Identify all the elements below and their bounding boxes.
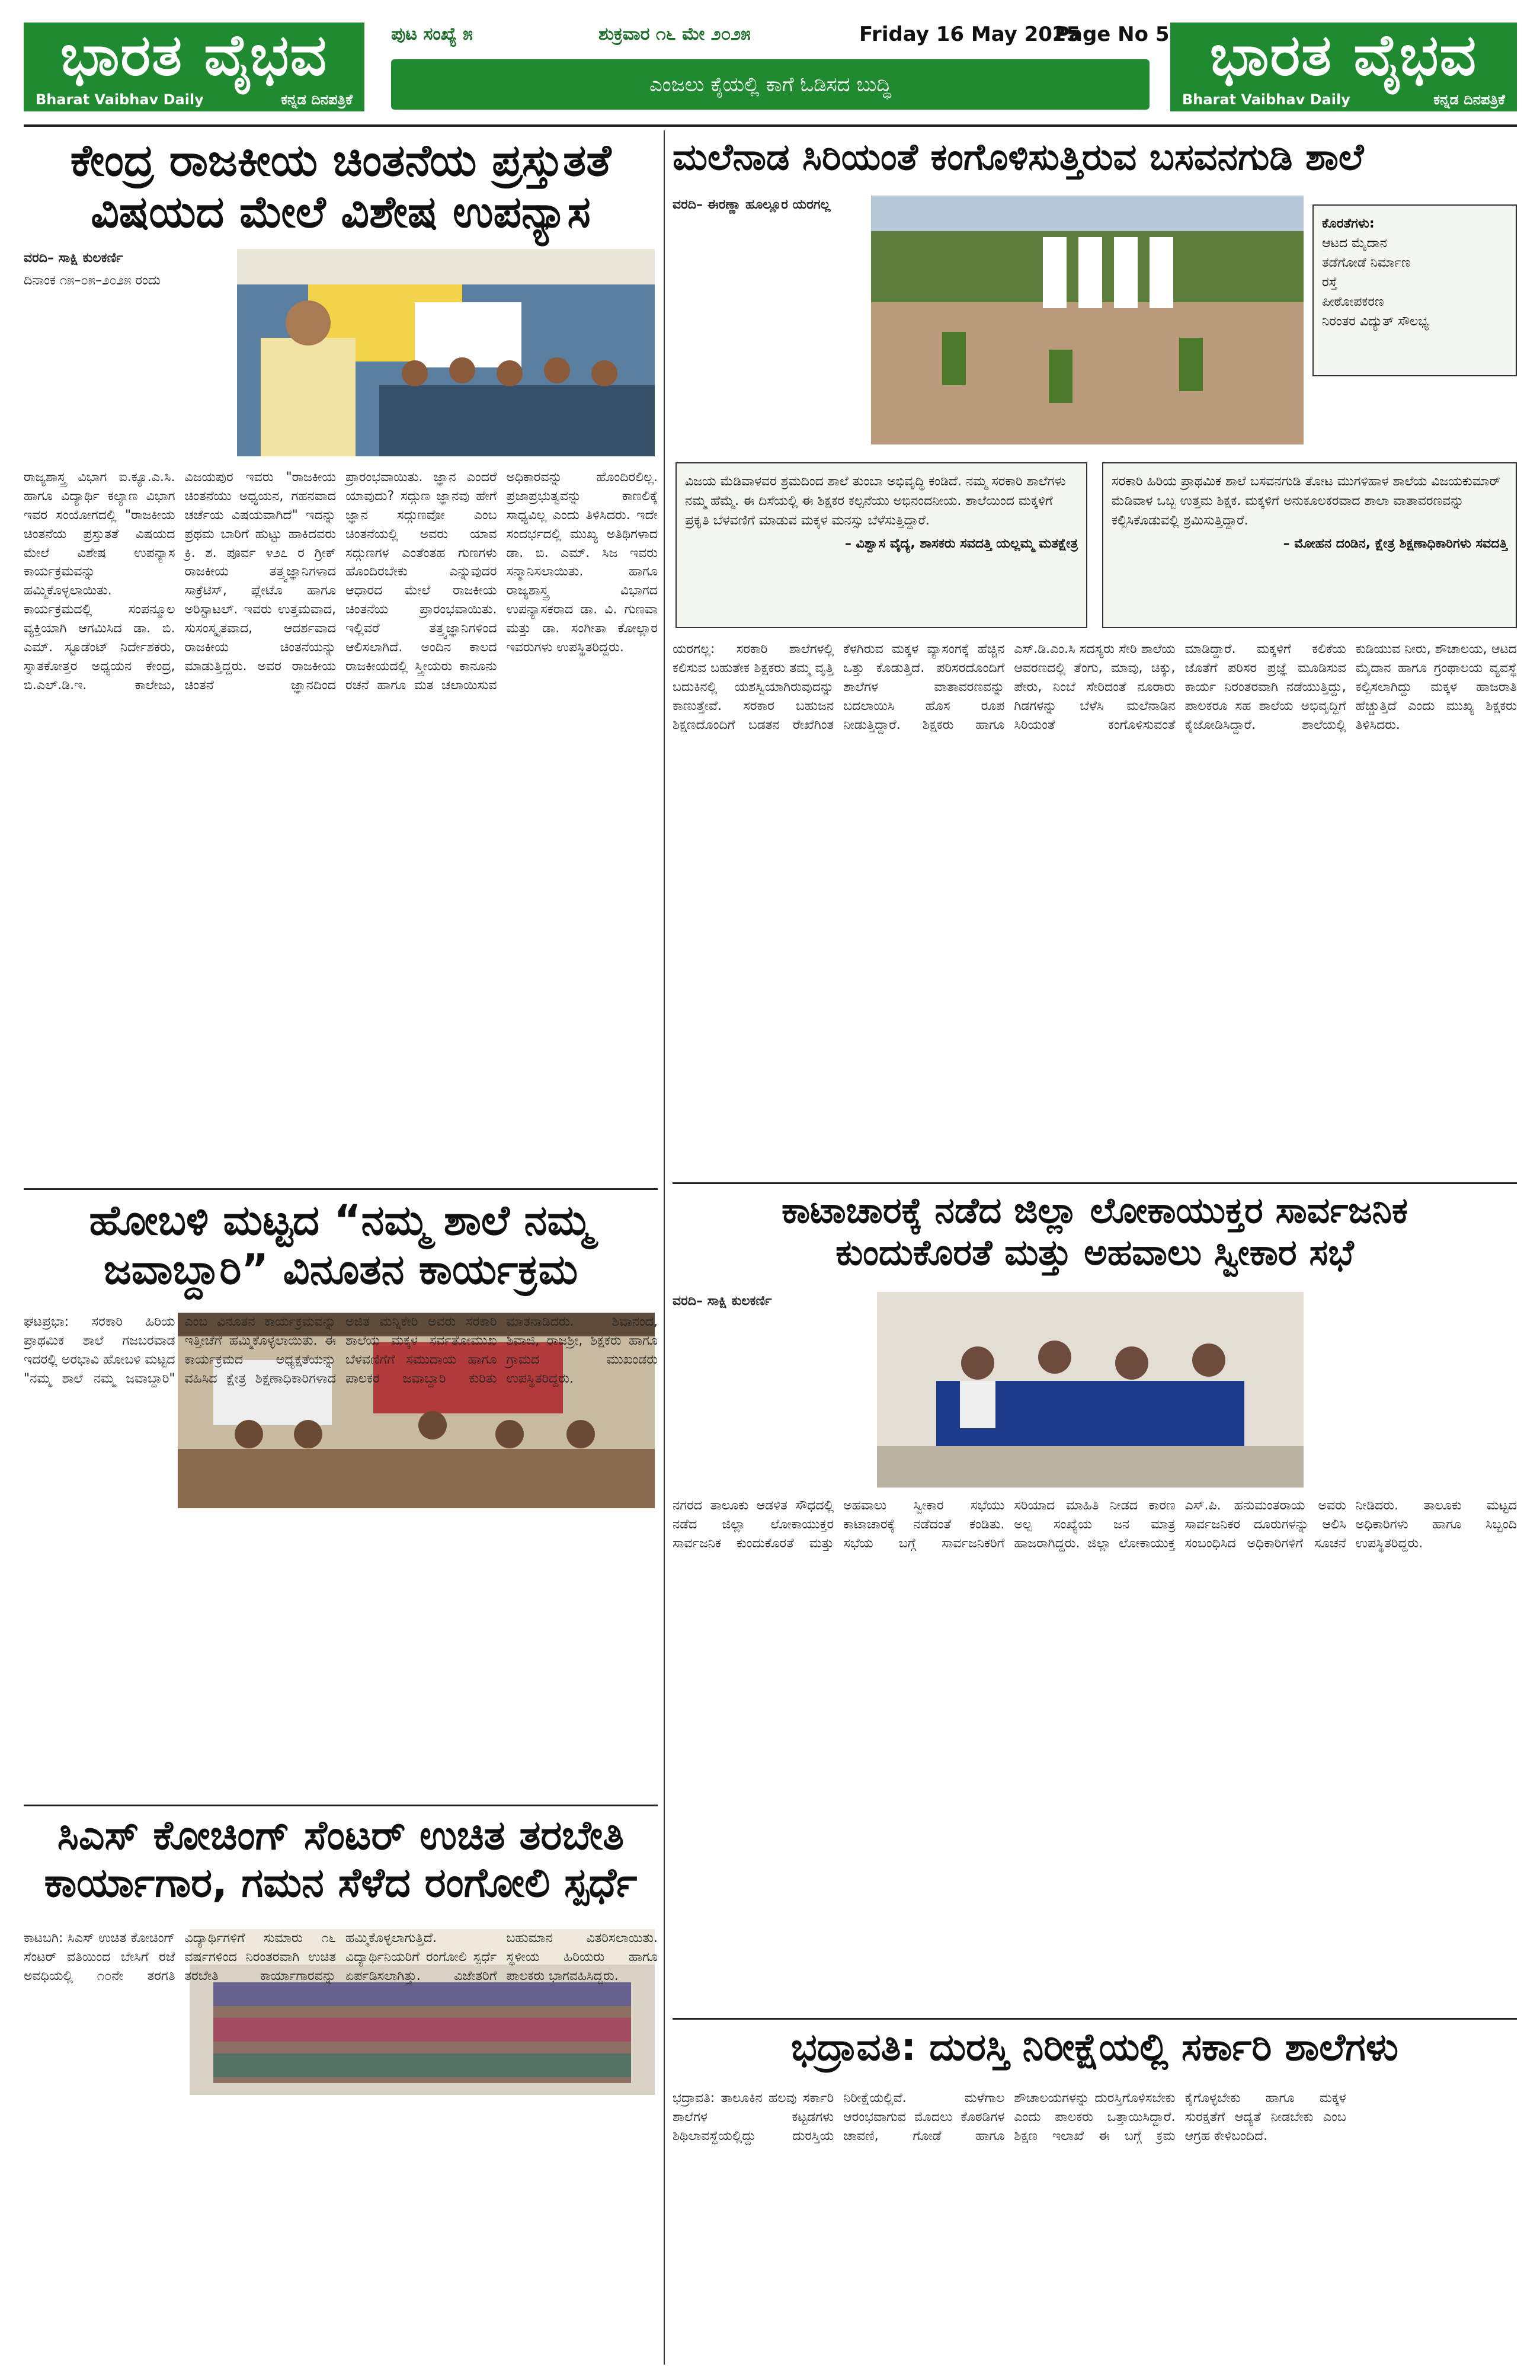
masthead-logo-text-right: ಭಾರತ ವೈಭವ [1209,22,1478,88]
article6-body: ಭದ್ರಾವತಿ: ತಾಲೂಕಿನ ಹಲವು ಸರ್ಕಾರಿ ಶಾಲೆಗಳ ಕಟ್ಟಡಗಳು ಶಿಥಿಲಾವಸ್ಥೆಯಲ್ಲಿದ್ದು ದುರಸ್ತಿಯ ನಿರೀಕ್ಷೆಯಲ್ಲಿವೆ. ಮಳೆಗಾಲ ಆರಂಭವಾಗುವ ಮೊದಲು ಕೊಠಡಿಗಳ ಚಾವಣಿ, ಗೋಡೆ ಹಾಗೂ ಶೌಚಾಲಯಗಳನ್ನು ದುರಸ್ತಿಗೊಳಿಸಬೇಕು ಎಂದು ಪಾಲಕರು ಒತ್ತಾಯಿಸಿದ್ದಾರೆ. ಶಿಕ್ಷಣ ಇಲಾಖೆ ಈ ಬಗ್ಗೆ ಕ್ರಮ ಕೈಗೊಳ್ಳಬೇಕು ಹಾಗೂ ಮಕ್ಕಳ ಸುರಕ್ಷತೆಗೆ ಆದ್ಯತೆ ನೀಡಬೇಕು ಎಂಬ ಆಗ್ರಹ ಕೇಳಿಬಂದಿದೆ. [673,2091,1346,2144]
masthead-logo-text: ಭಾರತ ವೈಭವ [60,22,328,88]
article4-headline-line2: ಕುಂದುಕೊರತೆ ಮತ್ತು ಅಹವಾಲು ಸ್ವೀಕಾರ ಸಭೆ [835,1231,1354,1274]
article5-headline-line1: ಸಿಎಸ್ ಕೋಚಿಂಗ್ ಸೆಂಟರ್ ಉಚಿತ ತರಬೇತಿ [57,1812,625,1859]
article3-headline-line1: ಹೋಬಳಿ ಮಟ್ಟದ “ನಮ್ಮ ಶಾಲೆ ನಮ್ಮ [89,1196,593,1245]
date-en: Friday 16 May 2025 [859,23,1081,46]
article4-photo-graphic [877,1292,1304,1488]
article3-rule [24,1188,658,1190]
article3-headline [24,1196,658,1294]
article2-photo-graphic [871,196,1304,444]
column-divider [664,130,665,2365]
masthead-sub-en-right: Bharat Vaibhav Daily [1182,91,1350,108]
article2-photo [871,196,1304,444]
article2-headline: ಮಲೆನಾಡ ಸಿರಿಯಂತೆ ಕಂಗೊಳಿಸುತ್ತಿರುವ ಬಸವನಗುಡಿ ಶಾಲೆ [673,135,1364,178]
article5-headline-line2: ಕಾರ್ಯಾಗಾರ, ಗಮನ ಸೆಳೆದ ರಂಗೋಲಿ ಸ್ಪರ್ಧೆ [44,1860,638,1907]
article2-byline: ವರದಿ– ಈರಣ್ಣಾ ಹೂಲ್ಲೂರ ಯರಗಲ್ಲ [673,197,831,212]
article1-body: ರಾಜ್ಯಶಾಸ್ತ್ರ ವಿಭಾಗ ಐ.ಕ್ಯೂ.ಎ.ಸಿ. ಹಾಗೂ ವಿದ್ಯಾರ್ಥಿ ಕಲ್ಯಾಣ ವಿಭಾಗ ಇವರ ಸಂಯೋಗದಲ್ಲಿ "ರಾಜಕೀಯ ಚಿಂತನೆಯ ಪ್ರಸ್ತುತತೆ ವಿಷಯದ ಮೇಲೆ ವಿಶೇಷ ಉಪನ್ಯಾಸ ಕಾರ್ಯಕ್ರಮವನ್ನು ಹಮ್ಮಿಕೊಳ್ಳಲಾಯಿತು. ಕಾರ್ಯಕ್ರಮದಲ್ಲಿ ಸಂಪನ್ಮೂಲ ವ್ಯಕ್ತಿಯಾಗಿ ಆಗಮಿಸಿದ ಡಾ. ಬಿ. ಎಮ್. ಸ್ಟೂಡೆಂಟ್ ನಿರ್ದೇಶಕರು, ಸ್ನಾತಕೋತ್ತರ ಅಧ್ಯಯನ ಕೇಂದ್ರ, ಬಿ.ಎಲ್.ಡಿ.ಇ. ಕಾಲೇಜು, ವಿಜಯಪುರ ಇವರು "ರಾಜಕೀಯ ಚಿಂತನೆಯು ಅಧ್ಯಯನ, ಗಹನವಾದ ಚರ್ಚೆಯ ವಿಷಯವಾಗಿದೆ" ಇದನ್ನು ಪ್ರಥಮ ಬಾರಿಗೆ ಹುಟ್ಟು ಹಾಕಿದವರು ಕ್ರಿ. ಶ. ಪೂರ್ವ ೪೨೭ ರ ಗ್ರೀಕ್ ರಾಜಕೀಯ ತತ್ತ್ವಜ್ಞಾನಿಗಳಾದ ಸಾಕ್ರೆಟಿಸ್, ಪ್ಲೇಟೊ ಹಾಗೂ ಅರಿಸ್ಟಾಟಲ್. ಇವರು ಉತ್ತಮವಾದ, ಸುಸಂಸ್ಕೃತವಾದ, ಆದರ್ಶವಾದ ರಾಜಕೀಯ ಚಿಂತನೆಯನ್ನು ಮಾಡುತ್ತಿದ್ದರು. ಅವರ ರಾಜಕೀಯ ಚಿಂತನೆ ಜ್ಞಾನದಿಂದ ಪ್ರಾರಂಭವಾಯಿತು. ಜ್ಞಾನ ಎಂದರೆ ಯಾವುದು? ಸದ್ಗುಣ ಜ್ಞಾನವು ಹೇಗೆ ಜ್ಞಾನ ಸದ್ಗುಣವೋ ಎಂಬ ಚಿಂತನೆಯಲ್ಲಿ ಅವರು ಯಾವ ಸದ್ಗುಣಗಳ ಎಂತೆಂತಹ ಗುಣಗಳು ಹೊಂದಿರಬೇಕು ಎನ್ನುವುದರ ಆಧಾರದ ಮೇಲೆ ರಾಜಕೀಯ ಚಿಂತನೆಯ ಪ್ರಾರಂಭವಾಯಿತು. ಇಲ್ಲಿವರೆ ತತ್ತ್ವಜ್ಞಾನಿಗಳಿಂದ ಆಲಿಸಲಾಗಿದೆ. ಅಂದಿನ ಕಾಲದ ರಾಜಕೀಯದಲ್ಲಿ ಸ್ತ್ರೀಯರು ಕಾನೂನು ರಚನೆ ಹಾಗೂ ಮತ ಚಲಾಯಿಸುವ ಅಧಿಕಾರವನ್ನು ಹೊಂದಿರಲಿಲ್ಲ. ಪ್ರಜಾಪ್ರಭುತ್ವವನ್ನು ಕಾಣಲಿಕ್ಕೆ ಸಾಧ್ಯವಿಲ್ಲ ಎಂದು ತಿಳಿಸಿದರು. ಇದೇ ಸಂದರ್ಭದಲ್ಲಿ ಮುಖ್ಯ ಅತಿಥಿಗಳಾದ ಡಾ. ಬಿ. ಎಮ್. ಸಿಜ ಇವರು ಸನ್ಮಾನಿಸಲಾಯಿತು. ಹಾಗೂ ರಾಜ್ಯಶಾಸ್ತ್ರ ವಿಭಾಗದ ಉಪನ್ಯಾಸಕರಾದ ಡಾ. ವಿ. ಗುಣವಾ ಮತ್ತು ಡಾ. ಸಂಗೀತಾ ಕೋಲ್ಲಾರ ಇವರುಗಳು ಉಪಸ್ಥಿತರಿದ್ದರು. [24,470,658,693]
article3-body: ಘಟಪ್ರಭಾ: ಸರಕಾರಿ ಹಿರಿಯ ಪ್ರಾಥಮಿಕ ಶಾಲೆ ಗಜಬರವಾಡ ಇದರಲ್ಲಿ ಅರಭಾವಿ ಹೋಬಳಿ ಮಟ್ಟದ "ನಮ್ಮ ಶಾಲೆ ನಮ್ಮ ಜವಾಬ್ದಾರಿ" ಎಂಬ ವಿನೂತನ ಕಾರ್ಯಕ್ರಮವನ್ನು ಇತ್ತೀಚೆಗೆ ಹಮ್ಮಿಕೊಳ್ಳಲಾಯಿತು. ಈ ಕಾರ್ಯಕ್ರಮದ ಅಧ್ಯಕ್ಷತೆಯನ್ನು ವಹಿಸಿದ ಕ್ಷೇತ್ರ ಶಿಕ್ಷಣಾಧಿಕಾರಿಗಳಾದ ಅಜಿತ ಮನ್ನಿಕೇರಿ ಅವರು ಸರಕಾರಿ ಶಾಲೆಯ ಮಕ್ಕಳ ಸರ್ವತೋಮುಖ ಬೆಳವಣಿಗೆಗೆ ಸಮುದಾಯ ಹಾಗೂ ಪಾಲಕರ ಜವಾಬ್ದಾರಿ ಕುರಿತು ಮಾತನಾಡಿದರು. ಶಿವಾನಂದ, ಶಿವಾಜಿ, ರಾಜಶ್ರೀ, ಶಿಕ್ಷಕರು ಹಾಗೂ ಗ್ರಾಮದ ಮುಖಂಡರು ಉಪಸ್ಥಿತರಿದ್ದರು. [24,1314,658,1386]
tagline-text: ಎಂಜಲು ಕೈಯಲ್ಲಿ ಕಾಗೆ ಓಡಿಸದ ಬುದ್ಧಿ [649,72,891,97]
article2-body: ಯರಗಲ್ಲ: ಸರಕಾರಿ ಶಾಲೆಗಳಲ್ಲಿ ಕಲಿಸುವ ಬಹುತೇಕ ಶಿಕ್ಷಕರು ತಮ್ಮ ವೃತ್ತಿ ಬದುಕಿನಲ್ಲಿ ಯಶಸ್ವಿಯಾಗಿರುವುದನ್ನು ಕಾಣುತ್ತೇವೆ. ಸರಕಾರ ಬಹುಜನ ಶಿಕ್ಷಣದೊಂದಿಗೆ ಬಡತನ ರೇಖೆಗಿಂತ ಕೆಳಗಿರುವ ಮಕ್ಕಳ ವ್ಯಾಸಂಗಕ್ಕೆ ಹೆಚ್ಚಿನ ಒತ್ತು ಕೊಡುತ್ತಿದೆ. ಪರಿಸರದೊಂದಿಗೆ ಶಾಲೆಗಳ ವಾತಾವರಣವನ್ನು ಬದಲಾಯಿಸಿ ಹೊಸ ರೂಪ ನೀಡುತ್ತಿದ್ದಾರೆ. ಶಿಕ್ಷಕರು ಹಾಗೂ ಎಸ್.ಡಿ.ಎಂ.ಸಿ ಸದಸ್ಯರು ಸೇರಿ ಶಾಲೆಯ ಆವರಣದಲ್ಲಿ ತೆಂಗು, ಮಾವು, ಚಿಕ್ಕು, ಪೇರು, ನಿಂಬೆ ಸೇರಿದಂತೆ ನೂರಾರು ಗಿಡಗಳನ್ನು ಬೆಳೆಸಿ ಮಲೆನಾಡಿನ ಸಿರಿಯಂತೆ ಕಂಗೊಳಿಸುವಂತೆ ಮಾಡಿದ್ದಾರೆ. ಮಕ್ಕಳಿಗೆ ಕಲಿಕೆಯ ಜೊತೆಗೆ ಪರಿಸರ ಪ್ರಜ್ಞೆ ಮೂಡಿಸುವ ಕಾರ್ಯ ನಿರಂತರವಾಗಿ ನಡೆಯುತ್ತಿದ್ದು, ಪಾಲಕರೂ ಸಹ ಶಾಲೆಯ ಅಭಿವೃದ್ಧಿಗೆ ಕೈಜೋಡಿಸಿದ್ದಾರೆ. ಶಾಲೆಯಲ್ಲಿ ಕುಡಿಯುವ ನೀರು, ಶೌಚಾಲಯ, ಆಟದ ಮೈದಾನ ಹಾಗೂ ಗ್ರಂಥಾಲಯ ವ್ಯವಸ್ಥೆ ಕಲ್ಪಿಸಲಾಗಿದ್ದು ಮಕ್ಕಳ ಹಾಜರಾತಿ ಹೆಚ್ಚುತ್ತಿದೆ ಎಂದು ಮುಖ್ಯ ಶಿಕ್ಷಕರು ತಿಳಿಸಿದರು. [673,642,1517,732]
article2-quote-box-1 [675,462,1087,628]
article2-quote2-text: ಸರಕಾರಿ ಹಿರಿಯ ಪ್ರಾಥಮಿಕ ಶಾಲೆ ಬಸವನಗುಡಿ ತೋಟ ಮುಗಳಿಹಾಳ ಶಾಲೆಯ ವಿಜಯಕುಮಾರ್ ಮೆಡಿವಾಳ ಒಬ್ಬ ಉತ್ತಮ ಶಿಕ್ಷಕ. ಮಕ್ಕಳಿಗೆ ಅನುಕೂಲಕರವಾದ ಶಾಲಾ ವಾತಾವರಣವನ್ನು ಕಲ್ಪಿಸಿಕೊಡುವಲ್ಲಿ ಶ್ರಮಿಸುತ್ತಿದ್ದಾರೆ. [1112,474,1501,528]
masthead-sub-en: Bharat Vaibhav Daily [36,91,204,108]
article5-headline [24,1812,658,1907]
article4-body: ನಗರದ ತಾಲೂಕು ಆಡಳಿತ ಸೌಧದಲ್ಲಿ ನಡೆದ ಜಿಲ್ಲಾ ಲೋಕಾಯುಕ್ತರ ಸಾರ್ವಜನಿಕ ಕುಂದುಕೊರತೆ ಮತ್ತು ಅಹವಾಲು ಸ್ವೀಕಾರ ಸಭೆಯು ಕಾಟಾಚಾರಕ್ಕೆ ನಡೆದಂತೆ ಕಂಡಿತು. ಸಭೆಯ ಬಗ್ಗೆ ಸಾರ್ವಜನಿಕರಿಗೆ ಸರಿಯಾದ ಮಾಹಿತಿ ನೀಡದ ಕಾರಣ ಅಲ್ಪ ಸಂಖ್ಯೆಯ ಜನ ಮಾತ್ರ ಹಾಜರಾಗಿದ್ದರು. ಜಿಲ್ಲಾ ಲೋಕಾಯುಕ್ತ ಎಸ್.ಪಿ. ಹನುಮಂತರಾಯ ಅವರು ಸಾರ್ವಜನಿಕರ ದೂರುಗಳನ್ನು ಆಲಿಸಿ ಸಂಬಂಧಿಸಿದ ಅಧಿಕಾರಿಗಳಿಗೆ ಸೂಚನೆ ನೀಡಿದರು. ತಾಲೂಕು ಮಟ್ಟದ ಅಧಿಕಾರಿಗಳು ಹಾಗೂ ಸಿಬ್ಬಂದಿ ಉಪಸ್ಥಿತರಿದ್ದರು. [673,1498,1517,1551]
article1-headline-line1: ಕೇಂದ್ರ ರಾಜಕೀಯ ಚಿಂತನೆಯ ಪ್ರಸ್ತುತತೆ [70,135,611,186]
masthead-rule [24,124,1517,127]
article1-headline-line2: ವಿಷಯದ ಮೇಲೆ ವಿಶೇಷ ಉಪನ್ಯಾಸ [91,187,591,238]
article2-box-item: ಆಟದ ಮೈದಾನ [1322,236,1387,251]
article2-box-item: ರಸ್ತೆ [1322,275,1338,290]
masthead-sub-kn-right: ಕನ್ನಡ ದಿನಪತ್ರಿಕೆ [1433,91,1505,108]
masthead-sub-kn: ಕನ್ನಡ ದಿನಪತ್ರಿಕೆ [281,91,353,108]
article5-rule [24,1805,658,1806]
article4-headline [673,1190,1517,1274]
article1-photo-graphic [237,249,655,456]
article2-box-item: ನಿರಂತರ ವಿದ್ಯುತ್ ಸೌಲಭ್ಯ [1322,314,1429,329]
article2-shortcomings-box [1312,204,1517,376]
article2-quote2-by: – ಮೋಹನ ದಂಡಿನ, ಕ್ಷೇತ್ರ ಶಿಕ್ಷಣಾಧಿಕಾರಿಗಳು ಸವದತ್ತಿ [1283,536,1507,551]
article3-headline-line2: ಜವಾಬ್ದಾರಿ” ವಿನೂತನ ಕಾರ್ಯಕ್ರಮ [103,1245,578,1294]
article1-byline: ವರದಿ– ಸಾಕ್ಷಿ ಕುಲಕರ್ಣಿ [24,251,123,265]
article2-quote1-by: – ವಿಶ್ವಾಸ ವೈದ್ಯ, ಶಾಸಕರು ಸವದತ್ತಿ ಯಲ್ಲಮ್ಮ ಮತಕ್ಷೇತ್ರ [844,536,1078,551]
page-label-kn: ಪುಟ ಸಂಖ್ಯೆ ೫ [391,24,473,44]
article6-headline: ಭದ್ರಾವತಿ: ದುರಸ್ತಿ ನಿರೀಕ್ಷೆಯಲ್ಲಿ ಸರ್ಕಾರಿ ಶಾಲೆಗಳು [791,2026,1398,2069]
article2-quote-box-2 [1102,462,1517,628]
tagline-banner [391,59,1150,110]
article2-box-title: ಕೊರತೆಗಳು: [1322,216,1375,231]
article4-byline: ವರದಿ– ಸಾಕ್ಷಿ ಕುಲಕರ್ಣಿ [673,1294,772,1309]
masthead-logo-left [24,23,364,111]
date-kn: ಶುಕ್ರವಾರ ೧೬ ಮೇ ೨೦೨೫ [598,24,751,44]
article1-photo [237,249,655,456]
article2-quote1-text: ವಿಜಯ ಮೆಡಿವಾಳವರ ಶ್ರಮದಿಂದ ಶಾಲೆ ತುಂಬಾ ಅಭಿವೃದ್ಧಿ ಕಂಡಿದೆ. ನಮ್ಮ ಸರಕಾರಿ ಶಾಲೆಗಳು ನಮ್ಮ ಹೆಮ್ಮೆ. ಈ ದಿಸೆಯಲ್ಲಿ ಈ ಶಿಕ್ಷಕರ ಕಲ್ಪನೆಯು ಅಭಿನಂದನೀಯ. ಶಾಲೆಯಿಂದ ಮಕ್ಕಳಿಗೆ ಪ್ರಕೃತಿ ಬೆಳವಣಿಗೆ ಮಾಡುವ ಮಕ್ಕಳ ಮನಸ್ಸು ಬೆಳೆಸುತ್ತಿದ್ದಾರೆ. [685,474,1066,528]
article4-rule [673,1182,1517,1184]
article2-byline-area [673,196,862,468]
article2-box-item: ಪೀಠೋಪಕರಣ [1322,295,1384,309]
article6-rule [673,2018,1517,2020]
page-number: Page No 5 [1055,23,1170,46]
article1-intro [24,249,225,462]
masthead-logo-right [1170,23,1517,111]
article4-photo [877,1292,1304,1488]
article4-body-left [673,1292,868,1488]
article1-dateline: ದಿನಾಂಕ ೧೫–೦೫–೨೦೨೫ ರಂದು [24,273,161,288]
article5-body: ಕಾಟಬಗಿ: ಸಿಎಸ್ ಉಚಿತ ಕೋಚಿಂಗ್ ಸೆಂಟರ್ ವತಿಯಿಂದ ಬೇಸಿಗೆ ರಜೆ ಅವಧಿಯಲ್ಲಿ ೧೦ನೇ ತರಗತಿ ವಿದ್ಯಾರ್ಥಿಗಳಿಗೆ ಸುಮಾರು ೧೬ ವರ್ಷಗಳಿಂದ ನಿರಂತರವಾಗಿ ಉಚಿತ ತರಬೇತಿ ಕಾರ್ಯಾಗಾರವನ್ನು ಹಮ್ಮಿಕೊಳ್ಳಲಾಗುತ್ತಿದೆ. ವಿದ್ಯಾರ್ಥಿನಿಯರಿಗೆ ರಂಗೋಲಿ ಸ್ಪರ್ಧೆ ಏರ್ಪಡಿಸಲಾಗಿತ್ತು. ವಿಜೇತರಿಗೆ ಬಹುಮಾನ ವಿತರಿಸಲಾಯಿತು. ಸ್ಥಳೀಯ ಹಿರಿಯರು ಹಾಗೂ ಪಾಲಕರು ಭಾಗವಹಿಸಿದ್ದರು. [24,1931,658,1984]
article4-headline-line1: ಕಾಟಾಚಾರಕ್ಕೆ ನಡೆದ ಜಿಲ್ಲಾ ಲೋಕಾಯುಕ್ತರ ಸಾರ್ವಜನಿಕ [782,1190,1408,1231]
article2-box-item: ತಡೆಗೋಡೆ ನಿರ್ಮಾಣ [1322,255,1411,270]
article1-headline [24,135,658,239]
